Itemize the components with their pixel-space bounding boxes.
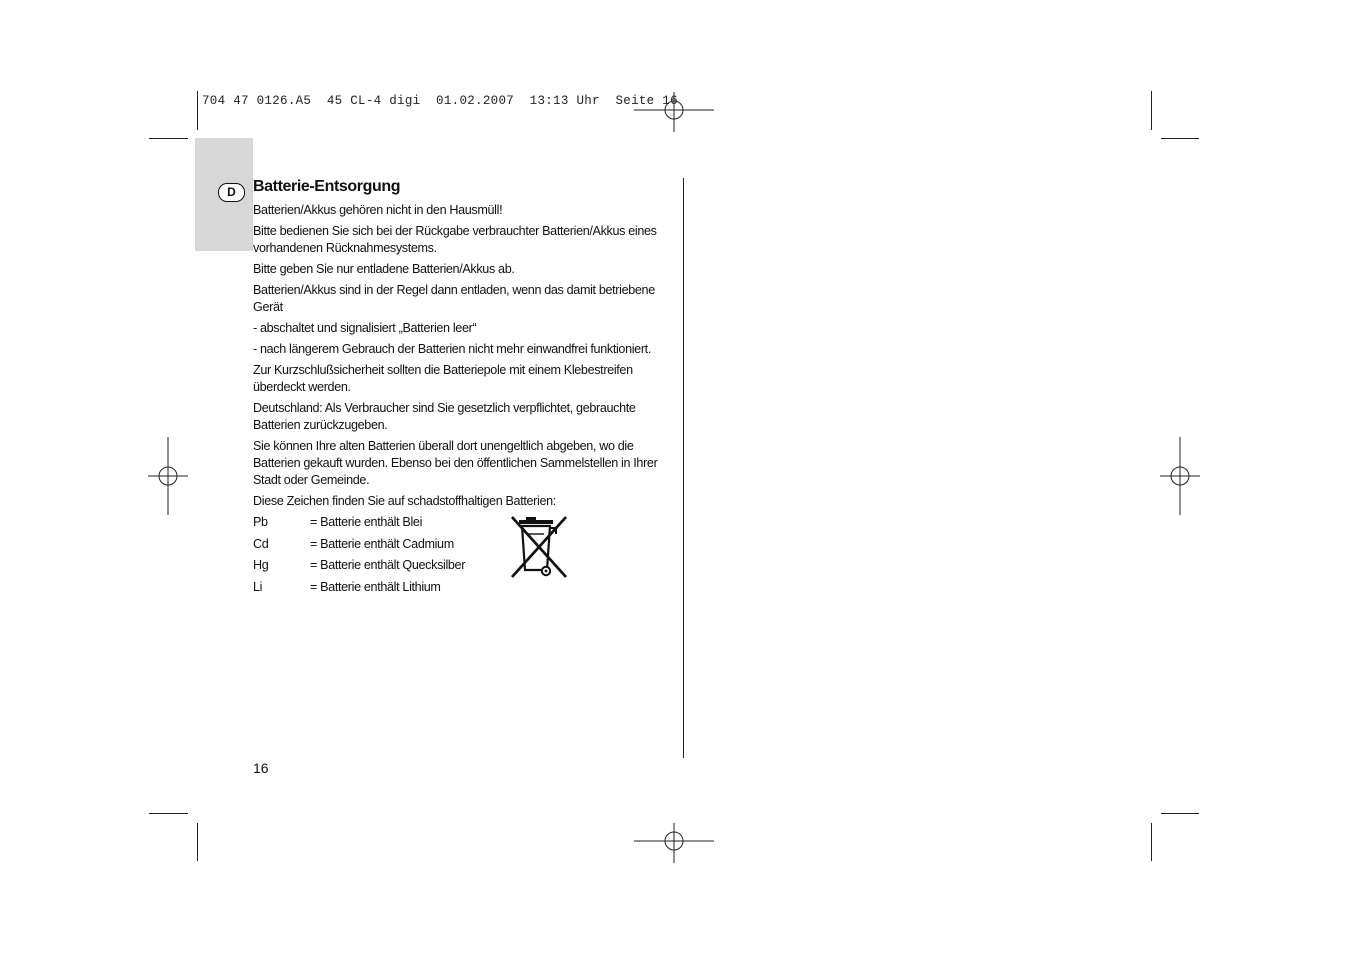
list-item [253,514,681,536]
crop-mark [1161,813,1199,814]
list-item [253,557,681,579]
symbol-meaning: = Batterie enthält Cadmium [310,536,454,551]
language-badge: D [218,183,245,202]
paragraph: Deutschland: Als Verbraucher sind Sie gesetzlich verpflichtet, gebrauchte Batterien zurückzugeben. [253,401,636,432]
paragraph: - abschaltet und signalisiert „Batterien leer“ [253,321,477,335]
registration-mark-icon [148,437,188,515]
battery-disposal-section [253,176,681,600]
paragraph: Sie können Ihre alten Batterien überall dort unengeltlich abgeben, wo die Batterien gekauft wurden. Ebenso bei den öffentlichen Sammelstellen in Ihrer Stadt oder Gemeinde. [253,439,658,487]
crop-mark [149,138,188,139]
paragraph: Batterien/Akkus gehören nicht in den Hausmüll! [253,203,503,217]
page-number: 16 [253,760,269,776]
registration-mark-icon [634,92,714,132]
paragraph: Bitte geben Sie nur entladene Batterien/Akkus ab. [253,262,515,276]
symbol-code: Pb [253,515,268,529]
crop-mark [1151,823,1152,861]
symbol-meaning: = Batterie enthält Quecksilber [310,558,466,572]
symbol-code: Cd [253,536,269,551]
crop-mark [197,823,198,861]
paragraph: Bitte bedienen Sie sich bei der Rückgabe verbrauchter Batterien/Akkus eines vorhandenen Rücknahmesystems. [253,224,657,255]
crop-mark [1151,91,1152,130]
section-title: Batterie-Entsorgung [253,178,401,195]
paragraph: Batterien/Akkus sind in der Regel dann entladen, wenn das damit betriebene Gerät [253,283,655,314]
paragraph: - nach längerem Gebrauch der Batterien nicht mehr einwandfrei funktioniert. [253,342,651,356]
symbol-meaning: = Batterie enthält Lithium [310,579,441,594]
crop-mark [1161,138,1199,139]
print-slug-line: 704 47 0126.A5 45 CL-4 digi 01.02.2007 13:13 Uhr Seite 16 [202,94,678,108]
symbol-code: Li [253,579,263,594]
symbol-code: Hg [253,558,269,572]
paragraph: Zur Kurzschlußsicherheit sollten die Batteriepole mit einem Klebestreifen überdeckt werden. [253,363,633,394]
list-item [253,536,681,558]
registration-mark-icon [634,823,714,863]
symbol-meaning: = Batterie enthält Blei [310,515,423,529]
crop-mark [149,813,188,814]
registration-mark-icon [1160,437,1200,515]
hazard-symbol-list [253,514,681,600]
crop-mark [197,91,198,130]
crossed-out-wheelie-bin-icon [510,514,568,580]
list-item [253,579,681,601]
paragraph: Diese Zeichen finden Sie auf schadstoffhaltigen Batterien: [253,494,556,508]
column-divider [683,178,684,758]
